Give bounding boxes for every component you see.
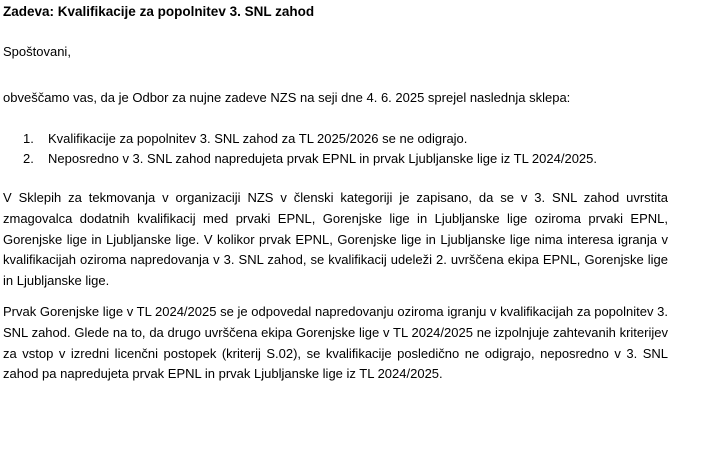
body-paragraph-2: Prvak Gorenjske lige v TL 2024/2025 se je odpovedal napredovanju oziroma igranju v kvalifikacijah za popolnitev 3. SNL zahod. Glede na to, da drugo uvrščena ekipa Gorenjske lige v TL 2024/2025 ne izpolnjuje zahtevanih kriterijev za vstop v izredni licenčni postopek (kriterij S.02), se kvalifikacije posledično ne odigrajo, neposredno v 3. SNL zahod pa napredujeta prvak EPNL in prvak Ljubljanske lige iz TL 2024/2025. — [3, 304, 668, 382]
intro-text: obveščamo vas, da je Odbor za nujne zadeve NZS na seji dne 4. 6. 2025 sprejel naslednja sklepa: — [3, 90, 571, 105]
list-item-number: 2. — [23, 151, 34, 166]
subject-heading: Zadeva: Kvalifikacije za popolnitev 3. SNL zahod — [3, 4, 315, 19]
list-item-text: Kvalifikacije za popolnitev 3. SNL zahod za TL 2025/2026 se ne odigrajo. — [48, 131, 468, 146]
body-paragraph-1: V Sklepih za tekmovanja v organizaciji NZS v členski kategoriji je zapisano, da se v 3. SNL zahod uvrstita zmagovalca dodatnih kvalifikacij med prvaki EPNL, Gorenjske lige in Ljubljanske lige oziroma prvaki EPNL, Gorenjske lige in Ljubljanske lige. V kolikor prvak EPNL, Gorenjske lige in Ljubljanske lige nima interesa igranja v kvalifikacijah oziroma napredovanja v 3. SNL zahod, se kvalifikacij udeleži 2. uvrščena ekipa EPNL, Gorenjske lige in Ljubljanske lige. — [3, 190, 668, 289]
decision-list — [23, 129, 597, 169]
list-item — [23, 129, 597, 149]
greeting: Spoštovani, — [3, 44, 71, 59]
list-item-text: Neposredno v 3. SNL zahod napredujeta prvak EPNL in prvak Ljubljanske lige iz TL 2024/2025. — [48, 151, 597, 166]
list-item — [23, 149, 597, 169]
list-item-number: 1. — [23, 131, 34, 146]
